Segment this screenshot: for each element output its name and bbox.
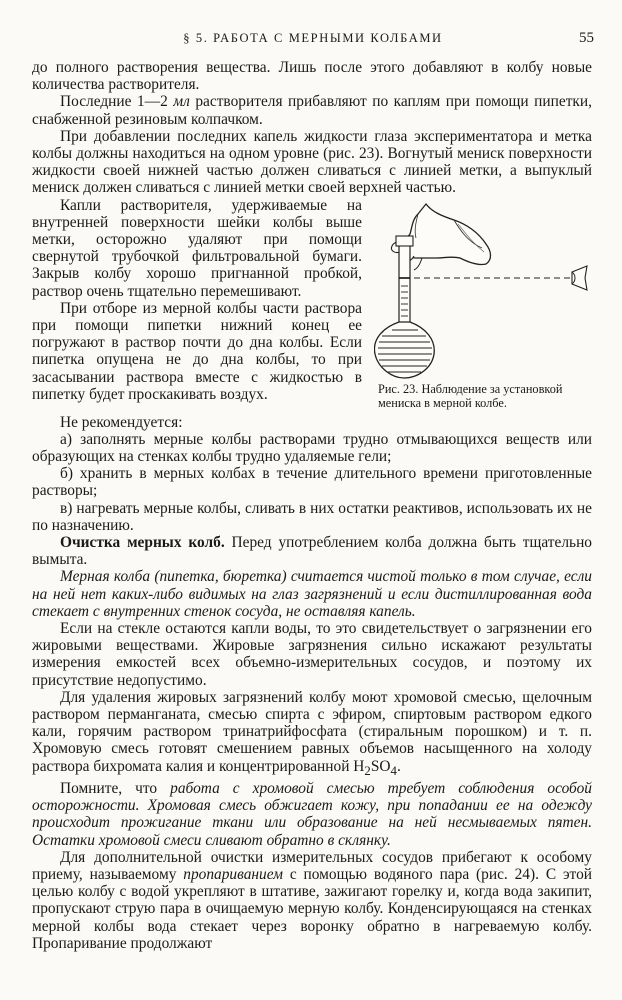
figure-23 — [374, 202, 592, 410]
paragraph — [32, 93, 592, 127]
subscript: 4 — [390, 763, 397, 778]
section-title: Очистка мерных колб. — [60, 534, 225, 552]
list-item: б) хранить в мерных колбах в течение длительного времени приготовленные растворы; — [32, 465, 592, 500]
text-run: Последние 1—2 — [60, 93, 174, 111]
paragraph — [32, 849, 592, 952]
formula-h2so4 — [353, 757, 397, 778]
figure-caption: Рис. 23. Наблюдение за установкой мениска в мерной колбе. — [378, 381, 563, 410]
italic-rule: Мерная колба (пипетка, бюретка) считается чистой только в том случае, если на ней нет каких-либо видимых на глаз загрязнений и если дистиллированная вода стекает с внутренних стенок сосуда, не оставляя капель. — [32, 568, 592, 620]
paragraph: до полного растворения вещества. Лишь после этого добавляют в колбу новые количества растворителя. — [32, 59, 592, 94]
text-run: SO — [370, 757, 391, 775]
subscript: 2 — [364, 763, 371, 778]
list-item: в) нагревать мерные колбы, сливать в них остатки реактивов, использовать их не по назначению. — [32, 499, 592, 534]
page-header — [32, 30, 594, 48]
page-number: 55 — [579, 30, 594, 46]
text-run: Перед употреблением колба должна быть тщательно вымыта. — [32, 534, 592, 569]
page-body — [32, 59, 592, 952]
paragraph — [32, 780, 592, 849]
unit-ml: мл — [173, 93, 190, 111]
paragraph: При отборе из мерной колбы части раствора при помощи пипетки нижний конец ее погружают в раствор почти до дна колбы. Если пипетка опущена не до дна колбы, то при засасывании раствора вместе с жидкостью в пипетку будет проскакивать воздух. — [32, 299, 362, 403]
text-run: с помощью водяного пара (рис. 24). С этой целью колбу с водой укрепляют в штативе, зажигают горелку и, когда вода закипит, пропускают струю пара в очищаемую мерную колбу. Конденсирующаяся на стенках мерной колбы вода стекает через воронку обратно в нагреваемую колбу. Пропаривание продолжают — [32, 865, 593, 952]
text-run: Для удаления жировых загрязнений колбу моют хромовой смесью, щелочным раствором перманганата, смесью спирта с эфиром, спиртовым раствором едкого кали, горячим раствором тринатрийфосфата (стиральным порошком) и т. п. Хромовую смесь готовят смешением равных объемов насыщенного на холоду раствора бихромата калия и концентрированной — [32, 688, 592, 775]
warning-text: работа с хромовой смесью требует соблюдения особой осторожности. Хромовая смесь обжигает кожу, при попадании ее на одежду происходит прожигание ткани или образование на ней несмываемых пятен. Остатки хромовой смеси сливают обратно в склянку. — [32, 779, 592, 849]
list-item: а) заполнять мерные колбы растворами трудно отмывающихся веществ или образующих на стенках колбы трудно удаляемые гели; — [32, 430, 592, 466]
text-run: Помните, что — [60, 779, 171, 797]
text-run: H — [353, 757, 365, 775]
paragraph: Капли растворителя, удерживаемые на внутренней поверхности шейки колбы выше метки, осторожно удаляют при помощи свернутой трубочкой фильтровальной бумаги. Закрыв колбу хорошо пригнанной пробкой, раствор очень тщательно перемешивают. — [32, 196, 362, 300]
text-run: . — [396, 757, 401, 775]
paragraph — [32, 534, 592, 568]
text-run: Для дополнительной очистки измерительных сосудов прибегают к особому приему, называемому — [32, 848, 592, 883]
paragraph: Если на стекле остаются капли воды, то это свидетельствует о загрязнении его жировыми веществами. Жировые загрязнения сильно искажают результаты измерения емкостей всех объемно-измерительных сосудов, и поэтому их присутствие недопустимо. — [32, 620, 592, 689]
running-head: § 5. РАБОТА С МЕРНЫМИ КОЛБАМИ — [183, 31, 443, 45]
paragraph: Не рекомендуется: — [60, 413, 183, 431]
text-run: растворителя прибавляют по каплям при помощи пипетки, снабженной резиновым колпачком. — [32, 93, 592, 128]
paragraph: При добавлении последних капель жидкости глаза экспериментатора и метка колбы должны находиться на одном уровне (рис. 23). Вогнутый мениск поверхности жидкости своей нижней частью должен сливаться с линией метки, а выпуклый мениск должен сливаться с линией метки своей верхней частью. — [32, 127, 592, 197]
term-steaming: пропариванием — [183, 865, 283, 883]
flask-meniscus-icon — [374, 202, 592, 380]
paragraph — [32, 689, 592, 780]
